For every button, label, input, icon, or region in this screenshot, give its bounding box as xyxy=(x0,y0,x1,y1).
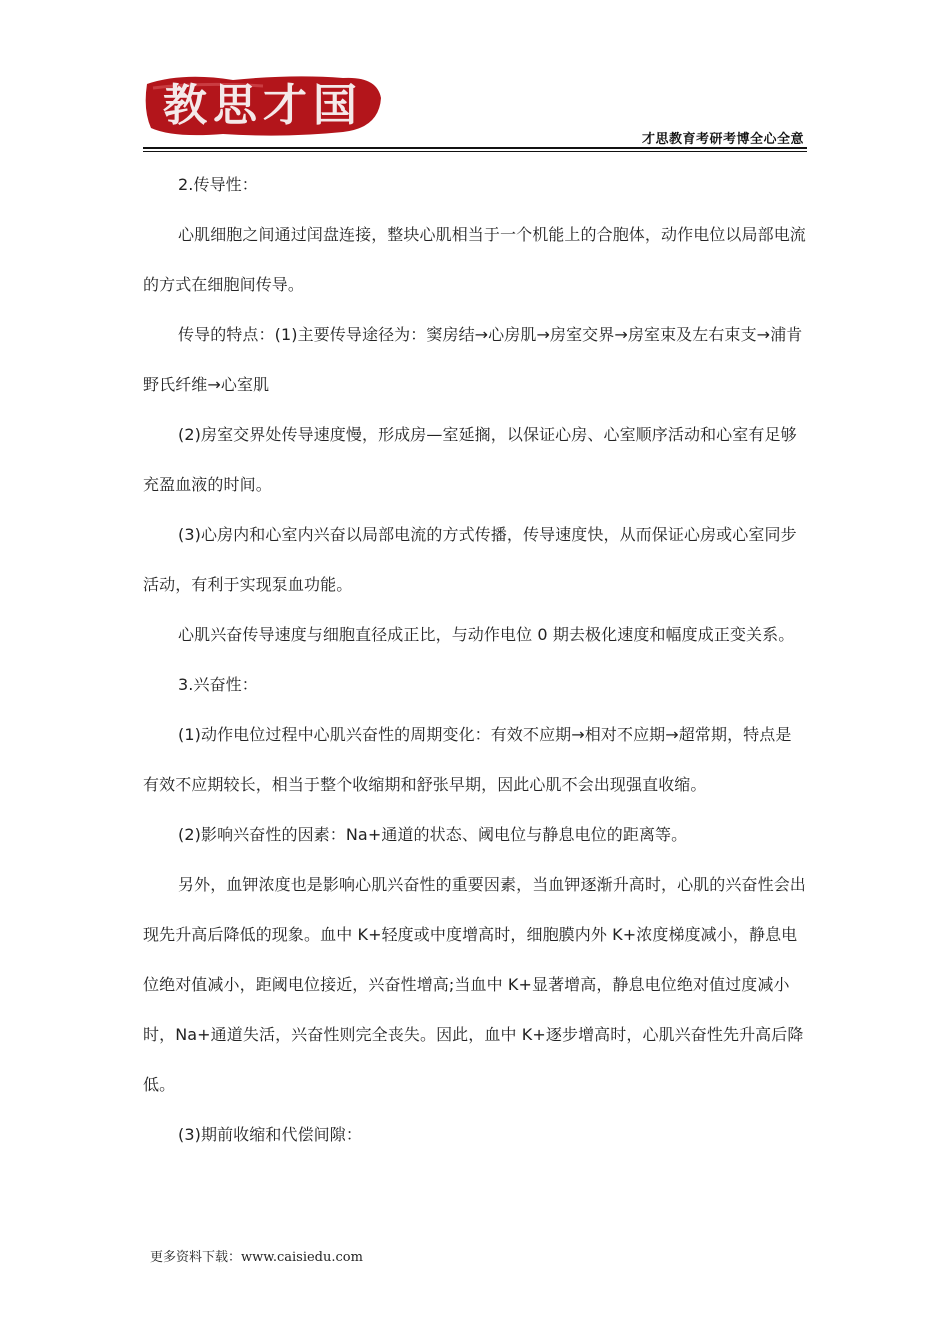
document-body xyxy=(143,160,807,1160)
logo xyxy=(143,70,383,140)
paragraph: 传导的特点：(1)主要传导途径为：窦房结→心房肌→房室交界→房室束及左右束支→浦肯野氏纤维→心室肌 xyxy=(143,325,803,394)
paragraph: 另外，血钾浓度也是影响心肌兴奋性的重要因素，当血钾逐渐升高时，心肌的兴奋性会出现先升高后降低的现象。血中 K+轻度或中度增高时，细胞膜内外 K+浓度梯度减小，静息电位绝对值减小，距阈电位接近，兴奋性增高;当血中 K+显著增高，静息电位绝对值过度减小时，Na+通道失活，兴奋性则完全丧失。因此，血中 K+逐步增高时，心肌兴奋性先升高后降低。 xyxy=(143,875,806,1094)
header-tagline: 才思教育考研考博全心全意 xyxy=(641,132,804,147)
paragraph: 心肌兴奋传导速度与细胞直径成正比，与动作电位 0 期去极化速度和幅度成正变关系。 xyxy=(178,625,795,644)
section-heading-conductivity: 2.传导性： xyxy=(178,175,258,194)
logo-graphic xyxy=(143,70,383,140)
header-rule-thick xyxy=(143,147,807,149)
section-heading-excitability: 3.兴奋性： xyxy=(178,675,258,694)
paragraph: (2)影响兴奋性的因素：Na+通道的状态、阈电位与静息电位的距离等。 xyxy=(178,825,688,844)
paragraph: (1)动作电位过程中心肌兴奋性的周期变化：有效不应期→相对不应期→超常期，特点是有效不应期较长，相当于整个收缩期和舒张早期，因此心肌不会出现强直收缩。 xyxy=(143,725,792,794)
footer-download-link[interactable]: 更多资料下载：www.caisiedu.com xyxy=(150,1250,363,1265)
paragraph: (2)房室交界处传导速度慢，形成房—室延搁，以保证心房、心室顺序活动和心室有足够充盈血液的时间。 xyxy=(143,425,797,494)
paragraph: 心肌细胞之间通过闰盘连接，整块心肌相当于一个机能上的合胞体，动作电位以局部电流的方式在细胞间传导。 xyxy=(143,225,806,294)
paragraph: (3)期前收缩和代偿间隙： xyxy=(178,1125,362,1144)
paragraph: (3)心房内和心室内兴奋以局部电流的方式传播，传导速度快，从而保证心房或心室同步活动，有利于实现泵血功能。 xyxy=(143,525,797,594)
header-rule-thin xyxy=(143,151,807,152)
logo-text: 教思才国 xyxy=(163,80,363,131)
